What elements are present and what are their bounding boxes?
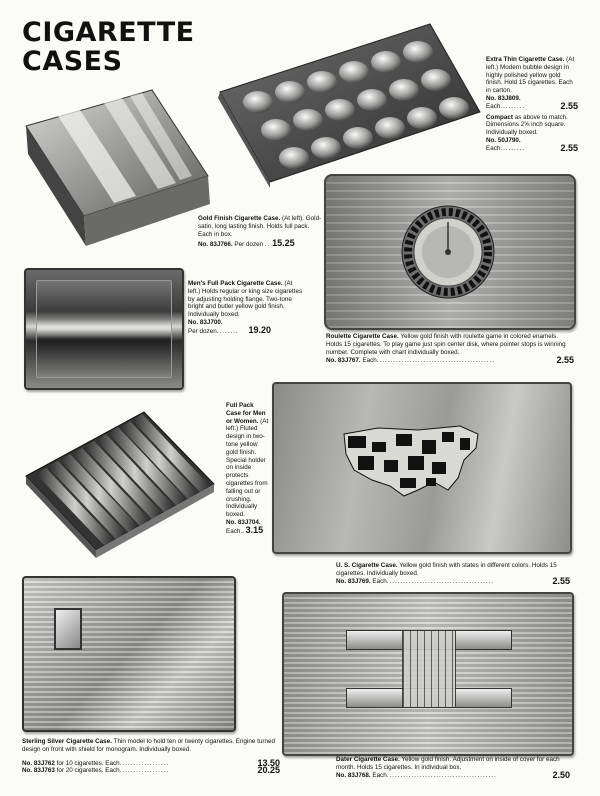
roulette-price-label: Each bbox=[362, 357, 377, 365]
us-case-description: U. S. Cigarette Case. Yellow gold finish with states in different colors. Holds 15 cigarettes. Individually boxed. No. 83J769. Each....................................... 2.55 bbox=[336, 562, 570, 586]
extra-thin-number: No. 83J809. bbox=[486, 94, 521, 102]
dater-price: 2.50 bbox=[552, 769, 570, 780]
sterling-case-image bbox=[22, 576, 236, 732]
extra-thin-text: (At left.) Modern bubble design in highly polished yellow gold finish. Hold 15 cigarettes. Each in carton. bbox=[486, 56, 575, 95]
gold-finish-text: (At left). Gold-satin, long lasting finish. Holds full pack. Each in box. bbox=[198, 215, 322, 238]
gold-finish-case-image bbox=[24, 88, 212, 250]
mens-full-pack-description: Men's Full Pack Cigarette Case. (At left.) Holds regular or king size cigarettes by adjusting holding flange. Two-tone bright and butler yellow gold finish. Individually boxed. No. 83J700. Per dozen........ 19.20 bbox=[188, 280, 303, 335]
full-pack-text: (At left.) Fluted design in two-tone yellow gold finish. Special holder on inside protects cigarettes from falling out or crushing. Individually boxed. bbox=[226, 417, 269, 519]
dater-price-label: Each bbox=[372, 771, 387, 779]
gold-finish-description: Gold Finish Cigarette Case. (At left). Gold-satin, long lasting finish. Holds full pack. Each in box. No. 83J766. Per dozen .. 15.25 bbox=[198, 215, 322, 249]
extra-thin-price-label: Each bbox=[486, 102, 501, 110]
dater-text: Yellow gold finish. Adjustment on inside of cover for each month. Holds 15 cigarettes. In individual box. bbox=[336, 756, 560, 771]
full-pack-price-label: Each bbox=[226, 527, 241, 535]
fluted-case-image bbox=[24, 410, 216, 560]
us-case-image bbox=[272, 382, 572, 554]
sterling-line2-number: No. 83J763 bbox=[22, 767, 55, 775]
roulette-name: Roulette Cigarette Case. bbox=[326, 333, 399, 340]
dater-number: No. 83J768. bbox=[336, 771, 371, 779]
gold-finish-price-label: Per dozen bbox=[234, 241, 264, 249]
compact-price-label: Each bbox=[486, 144, 501, 152]
sterling-text: Thin model to hold ten or twenty cigarettes. Engine turned design on front with shield for monogram. Individually boxed. bbox=[22, 738, 275, 753]
dater-calendar bbox=[402, 630, 456, 708]
compact-name: Compact bbox=[486, 113, 513, 121]
roulette-number: No. 83J767. bbox=[326, 357, 361, 365]
full-pack-number: No. 83J704. bbox=[226, 518, 261, 526]
sterling-line1-price: 13.50 bbox=[257, 757, 280, 768]
dater-case-image bbox=[282, 592, 574, 756]
full-pack-description: Full Pack Case for Men or Women. (At left.) Fluted design in two-tone yellow gold finish. Special holder on inside protects cigarettes from falling out or crushing. Individually boxed. No. 83J704. Each.. 3.15 bbox=[226, 402, 269, 535]
mens-full-pack-case-image bbox=[24, 268, 184, 390]
roulette-price: 2.55 bbox=[556, 355, 574, 366]
sterling-description: Sterling Silver Cigarette Case. Thin model to hold ten or twenty cigarettes. Engine turned design on front with shield for monogram. Individually boxed. No. 83J762 for 10 cigarettes. Each.................. 13.50 No. 83J763 for 20 cigarettes. Each.................. 20.25 bbox=[22, 738, 280, 776]
sterling-line2-price: 20.25 bbox=[257, 765, 280, 776]
gold-finish-number: No. 83J766. bbox=[198, 241, 233, 249]
us-case-text: Yellow gold finish with states in different colors. Holds 15 cigarettes. Individually boxed. bbox=[336, 562, 557, 577]
roulette-text: Yellow gold finish with roulette game in colored enamels. Holds 15 cigarettes. To play game just spin center disk, where pointer stops is winning number. Complete with chart individually boxed. bbox=[326, 333, 566, 356]
us-case-number: No. 83J769. bbox=[336, 577, 371, 585]
sterling-line1-number: No. 83J762 bbox=[22, 759, 55, 767]
us-case-price: 2.55 bbox=[552, 575, 570, 586]
full-pack-name: Full Pack Case for Men or Women. bbox=[226, 402, 266, 425]
title-line-2: CASES bbox=[22, 46, 123, 77]
mens-full-pack-number: No. 83J700. bbox=[188, 318, 223, 326]
mens-full-pack-name: Men's Full Pack Cigarette Case. bbox=[188, 280, 283, 287]
extra-thin-case-image bbox=[218, 22, 482, 188]
compact-price: 2.55 bbox=[560, 142, 578, 153]
us-case-price-label: Each bbox=[372, 577, 387, 585]
roulette-case-image bbox=[324, 174, 576, 330]
sterling-name: Sterling Silver Cigarette Case. bbox=[22, 738, 112, 745]
gold-finish-price: 15.25 bbox=[272, 238, 295, 249]
compact-number: No. 50J790. bbox=[486, 136, 521, 144]
compact-text: as above to match. Dimensions 2⅝ inch square. Individually boxed. bbox=[486, 113, 568, 137]
title-line-1: CIGARETTE bbox=[22, 17, 195, 48]
extra-thin-description: Extra Thin Cigarette Case. (At left.) Modern bubble design in highly polished yellow gold finish. Hold 15 cigarettes. Each in carton. No. 83J809. Each......... 2.55 Compact as above to match. Dimensions 2⅝ inch square. Individually boxed. No. 50J790. Each......... 2.55 bbox=[486, 56, 578, 153]
sterling-line2-label: for 20 cigarettes. Each bbox=[56, 767, 120, 775]
mens-full-pack-text: (At left.) Holds regular or king size cigarettes by adjusting holding flange. Two-tone bright and butler yellow gold finish. Individually boxed. bbox=[188, 280, 303, 319]
monogram-shield bbox=[54, 608, 82, 650]
full-pack-price: 3.15 bbox=[245, 524, 264, 535]
gold-finish-name: Gold Finish Cigarette Case. bbox=[198, 215, 281, 222]
dater-description: Dater Cigarette Case. Yellow gold finish. Adjustment on inside of cover for each month. Holds 15 cigarettes. In individual box. No. 83J768. Each........................................ 2.50 bbox=[336, 756, 570, 780]
mens-full-pack-price: 19.20 bbox=[248, 324, 271, 335]
mens-full-pack-price-label: Per dozen bbox=[188, 327, 217, 335]
dater-name: Dater Cigarette Case. bbox=[336, 756, 400, 763]
roulette-description: Roulette Cigarette Case. Yellow gold finish with roulette game in colored enamels. Holds 15 cigarettes. To play game just spin center disk, where pointer stops is winning number. Complete with chart individually boxed. No. 83J767. Each........................................... 2.55 bbox=[326, 333, 574, 366]
extra-thin-price: 2.55 bbox=[560, 100, 578, 111]
page-title bbox=[22, 18, 195, 76]
us-case-name: U. S. Cigarette Case. bbox=[336, 562, 398, 569]
sterling-line1-label: for 10 cigarettes. Each bbox=[56, 759, 120, 767]
extra-thin-name: Extra Thin Cigarette Case. bbox=[486, 56, 565, 63]
